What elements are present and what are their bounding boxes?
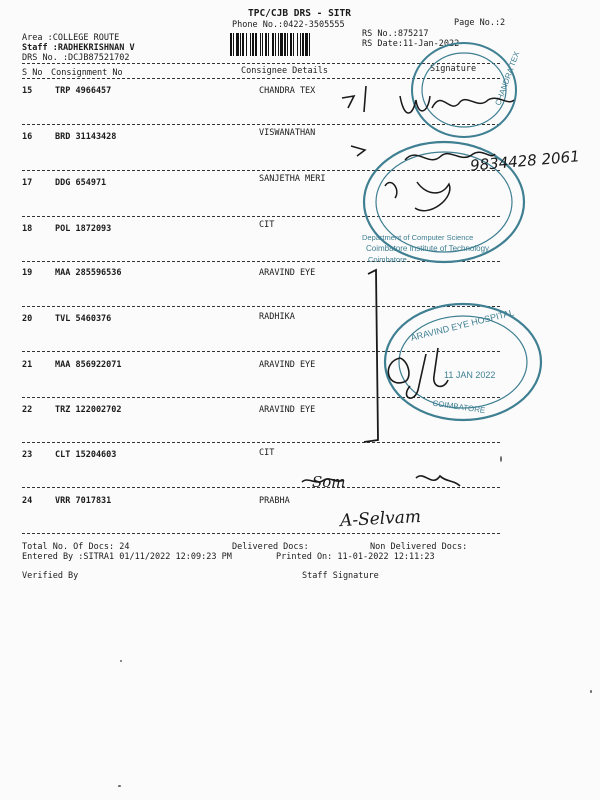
column-header-signature: Signature	[430, 64, 477, 74]
row-consignee: PRABHA	[259, 496, 290, 506]
row-consignee: ARAVIND EYE	[259, 360, 316, 370]
staff-signature-label: Staff Signature	[302, 571, 379, 581]
row-consignee: ARAVIND EYE	[259, 405, 316, 415]
row-consignee: CHANDRA TEX	[259, 86, 316, 96]
row-consignment-no: TVL 5460376	[55, 314, 112, 324]
svg-text:ARAVIND EYE HOSPITAL: ARAVIND EYE HOSPITAL	[409, 307, 516, 343]
rs-number: RS No.:875217	[362, 29, 429, 39]
svg-text:Coimbatore Institute of Techno: Coimbatore Institute of Technology	[366, 244, 490, 253]
svg-text:COIMBATORE: COIMBATORE	[432, 398, 486, 416]
row-sno: 19	[22, 268, 33, 278]
table-row	[0, 496, 600, 508]
row-sno: 21	[22, 360, 33, 370]
row-consignee: CIT	[259, 448, 275, 458]
scan-speck	[118, 785, 121, 787]
phone-number: Phone No.:0422-3505555	[232, 20, 345, 30]
verified-by-label: Verified By	[22, 571, 79, 581]
row-consignment-no: MAA 285596536	[55, 268, 122, 278]
row-sno: 20	[22, 314, 33, 324]
handwritten-phone-note: 9834428 2061	[469, 147, 581, 175]
scan-speck	[500, 456, 502, 462]
svg-text:CHANDRA TEX: CHANDRA TEX	[493, 50, 522, 107]
table-bottom-divider	[22, 533, 500, 534]
row-sno: 22	[22, 405, 33, 415]
row-consignment-no: TRP 4966457	[55, 86, 112, 96]
row-consignment-no: DDG 654971	[55, 178, 107, 188]
row-sno: 23	[22, 450, 33, 460]
row-consignee: VISWANATHAN	[259, 128, 316, 138]
staff-name: Staff :RADHEKRISHNAN V	[22, 43, 135, 53]
row-consignment-no: POL 1872093	[55, 224, 112, 234]
row-consignment-no: MAA 856922071	[55, 360, 122, 370]
row-sno: 16	[22, 132, 33, 142]
svg-text:Coimbatore: Coimbatore	[368, 255, 407, 264]
bracket-signature-rows-19-22	[360, 258, 510, 450]
row-consignment-no: BRD 31143428	[55, 132, 117, 142]
column-header-sno: S No	[22, 68, 43, 78]
row-consignee: SANJETHA MERI	[259, 174, 326, 184]
column-header-consignment: Consignment No	[51, 68, 123, 78]
non-delivered-docs: Non Delivered Docs:	[370, 542, 468, 552]
total-docs: Total No. Of Docs: 24	[22, 542, 130, 552]
row-sno: 18	[22, 224, 33, 234]
handwritten-signature-row-23: Som	[312, 473, 346, 491]
row-sno: 24	[22, 496, 33, 506]
entered-by: Entered By :SITRA1 01/11/2022 12:09:23 PM	[22, 552, 232, 562]
delivered-docs: Delivered Docs:	[232, 542, 309, 552]
handwritten-signature-row-24: A-Selvam	[339, 506, 422, 532]
rs-date: RS Date:11-Jan-2022	[362, 39, 460, 49]
drs-number: DRS No. :DCJB87521702	[22, 53, 130, 63]
page-number: Page No.:2	[454, 18, 506, 28]
row-consignment-no: CLT 15204603	[55, 450, 117, 460]
svg-text:Department of Computer Science: Department of Computer Science	[362, 233, 474, 242]
row-consignee: RADHIKA	[259, 312, 295, 322]
row-consignment-no: VRR 7017831	[55, 496, 112, 506]
area-label: Area :COLLEGE ROUTE	[22, 33, 120, 43]
svg-text:11 JAN 2022: 11 JAN 2022	[444, 370, 496, 380]
column-header-consignee: Consignee Details	[241, 66, 328, 76]
barcode	[230, 33, 358, 56]
document-title: TPC/CJB DRS - SITR	[248, 8, 351, 19]
signature-row-15	[338, 78, 518, 128]
scan-speck	[120, 660, 122, 662]
row-sno: 15	[22, 86, 33, 96]
row-consignment-no: TRZ 122002702	[55, 405, 122, 415]
scan-speck	[590, 690, 592, 693]
row-consignee: ARAVIND EYE	[259, 268, 316, 278]
table-row	[0, 450, 600, 462]
row-sno: 17	[22, 178, 33, 188]
printed-on: Printed On: 11-01-2022 12:11:23	[276, 552, 435, 562]
row-consignee: CIT	[259, 220, 275, 230]
